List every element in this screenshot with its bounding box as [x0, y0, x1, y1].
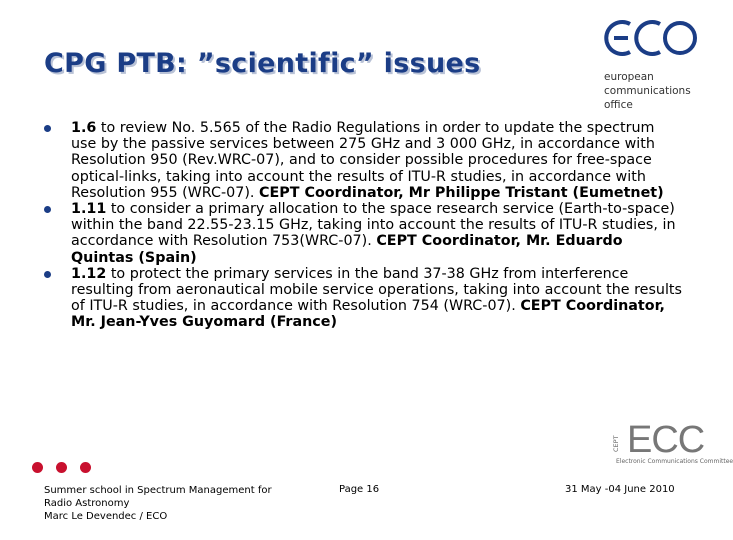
footer-line3: Marc Le Devendec / ECO	[44, 511, 168, 522]
slide-title: CPG PTB: ”scientific” issues	[44, 48, 481, 79]
dot-icon	[32, 462, 43, 473]
agenda-item-number: 1.6	[71, 120, 97, 136]
agenda-item-list	[44, 120, 684, 331]
eco-logo-line3: office	[604, 99, 633, 111]
agenda-item	[44, 120, 684, 201]
agenda-item-coordinator: CEPT Coordinator, Mr. Jean-Yves Guyomard (France)	[71, 298, 665, 331]
dot-icon	[80, 462, 91, 473]
bullet-icon	[44, 125, 51, 132]
eco-logo-line1: european	[604, 71, 654, 83]
footer-page-number: Page 16	[339, 484, 380, 495]
footer-source	[44, 484, 294, 523]
agenda-item-number: 1.12	[71, 265, 107, 282]
footer-date: 31 May -04 June 2010	[565, 484, 675, 495]
ecc-logo-mark: ECC	[627, 419, 705, 461]
agenda-item-number: 1.11	[71, 201, 107, 218]
ecc-logo	[612, 419, 733, 468]
footer-line1: Summer school in Spectrum Management for	[44, 485, 272, 496]
agenda-item	[44, 266, 684, 331]
dot-icon	[56, 462, 67, 473]
eco-logo-text	[604, 70, 704, 112]
eco-logo-line2: communications	[604, 85, 691, 97]
agenda-item-text: to review No. 5.565 of the Radio Regulations in order to update the spectrum use by the passive services between 275 GHz and 3 000 GHz, in accordance with Resolution 950 (Rev.WRC-07), and to consider possible procedures for free-space optical-links, taking into account the results of ITU-R studies, in accordance with Resolution 955 (WRC-07).	[71, 120, 655, 201]
decorative-dots	[32, 462, 102, 476]
eco-mark-icon	[608, 16, 698, 60]
agenda-item	[44, 201, 684, 266]
footer-line2: Radio Astronomy	[44, 498, 130, 509]
agenda-item-coordinator: CEPT Coordinator, Mr. Eduardo Quintas (Spain)	[71, 233, 623, 266]
bullet-icon	[44, 271, 51, 278]
eco-logo	[598, 14, 702, 112]
ecc-logo-cept: CEPT	[612, 435, 620, 453]
agenda-item-text: to consider a primary allocation to the space research service (Earth-to-space) within the band 22.55-23.15 GHz, taking into account the results of ITU-R studies, in accordance with Resolution 753(WRC-07).	[71, 201, 676, 250]
ecc-logo-line: Electronic Communications Committee	[616, 458, 733, 465]
agenda-item-coordinator: CEPT Coordinator, Mr Philippe Tristant (Eumetnet)	[259, 184, 664, 201]
agenda-item-text: to protect the primary services in the band 37-38 GHz from interference resulting from aeronautical mobile service operations, taking into account the results of ITU-R studies, in accordance with Resolution 754 (WRC-07).	[71, 265, 682, 315]
bullet-icon	[44, 206, 51, 213]
